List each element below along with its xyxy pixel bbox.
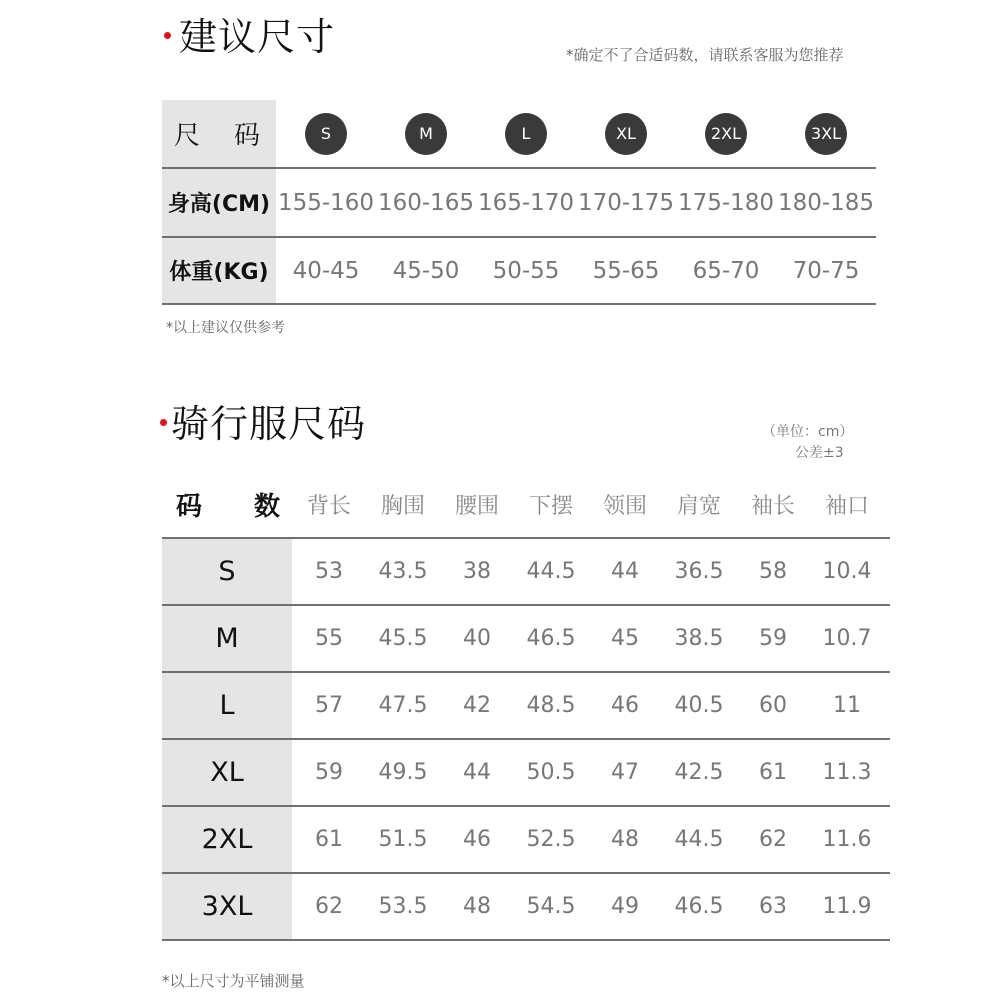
table-cell: 49 (611, 894, 639, 919)
table-cell: 49.5 (378, 760, 428, 785)
height-label: 身高(CM) (162, 169, 276, 236)
table-cell: 46 (611, 693, 639, 718)
table-cell: 45 (611, 626, 639, 651)
note-reference-only: *以上建议仅供参考 (166, 320, 285, 336)
weight-label: 体重(KG) (162, 238, 276, 303)
size-badge-cell (676, 113, 776, 155)
weight-value: 65-70 (692, 257, 760, 284)
height-value: 170-175 (577, 189, 675, 216)
size-badge-cell (576, 113, 676, 155)
table-row (162, 606, 890, 673)
table-cell: 38.5 (674, 626, 724, 651)
weight-value: 40-45 (292, 257, 360, 284)
table-cell: 11.6 (822, 827, 872, 852)
table-cell: 50.5 (526, 760, 576, 785)
section-title-recommended-size (164, 15, 336, 59)
table-cell: 61 (759, 760, 787, 785)
size-label: 2XL (162, 807, 292, 872)
table-cell: 48 (611, 827, 639, 852)
column-header: 腰围 (454, 493, 499, 519)
tolerance-label: 公差±3 (795, 445, 844, 461)
weight-row (162, 238, 876, 305)
height-value: 180-185 (777, 189, 875, 216)
size-label: S (162, 539, 292, 604)
table-cell: 46 (463, 827, 491, 852)
weight-value: 45-50 (392, 257, 460, 284)
table-cell: 57 (315, 693, 343, 718)
weight-value: 50-55 (492, 257, 560, 284)
table-cell: 53.5 (378, 894, 428, 919)
table-cell: 44.5 (674, 827, 724, 852)
size-label: M (162, 606, 292, 671)
table-cell: 62 (759, 827, 787, 852)
table-cell: 10.7 (822, 626, 872, 651)
column-header: 袖口 (824, 493, 869, 519)
table-cell: 38 (463, 559, 491, 584)
weight-value: 70-75 (792, 257, 860, 284)
size-label: 3XL (162, 874, 292, 939)
table-row (162, 539, 890, 606)
height-value: 175-180 (677, 189, 775, 216)
table-row (162, 807, 890, 874)
size-badge: M (405, 113, 447, 155)
table-cell: 40 (463, 626, 491, 651)
table-cell: 44 (611, 559, 639, 584)
size-header-char: 数 (253, 491, 280, 522)
height-value: 165-170 (477, 189, 575, 216)
table-cell: 11 (833, 693, 861, 718)
size-badge-cell (376, 113, 476, 155)
table-cell: 60 (759, 693, 787, 718)
table-cell: 11.3 (822, 760, 872, 785)
column-header: 胸围 (380, 493, 425, 519)
table-cell: 63 (759, 894, 787, 919)
size-badge: L (505, 113, 547, 155)
table-cell: 51.5 (378, 827, 428, 852)
table-cell: 42 (463, 693, 491, 718)
column-header: 领围 (602, 493, 647, 519)
size-badge-cell (776, 113, 876, 155)
table-cell: 47 (611, 760, 639, 785)
height-value: 155-160 (277, 189, 375, 216)
height-row (162, 169, 876, 238)
size-column-header (162, 486, 292, 523)
weight-value: 55-65 (592, 257, 660, 284)
table-cell: 10.4 (822, 559, 872, 584)
size-header-row (162, 100, 876, 169)
recommended-size-table (162, 100, 876, 305)
table-cell: 11.9 (822, 894, 872, 919)
section-title-cycling-jersey-size (160, 402, 367, 446)
unit-label: （单位：cm） (762, 424, 854, 440)
note-flat-measurement: *以上尺寸为平铺测量 (162, 972, 305, 990)
column-header: 下摆 (528, 493, 573, 519)
height-value: 160-165 (377, 189, 475, 216)
table-cell: 55 (315, 626, 343, 651)
table-row (162, 740, 890, 807)
bullet-dot-icon (160, 419, 167, 426)
table-cell: 44.5 (526, 559, 576, 584)
table-cell: 59 (315, 760, 343, 785)
table-cell: 52.5 (526, 827, 576, 852)
table-cell: 62 (315, 894, 343, 919)
table-cell: 46.5 (526, 626, 576, 651)
size-label: XL (162, 740, 292, 805)
table-cell: 36.5 (674, 559, 724, 584)
size-header-char: 码 (176, 491, 203, 522)
size-badge-cell (276, 113, 376, 155)
note-contact-service: *确定不了合适码数，请联系客服为您推荐 (566, 46, 844, 64)
table-cell: 48.5 (526, 693, 576, 718)
table-cell: 53 (315, 559, 343, 584)
size-badge: S (305, 113, 347, 155)
size-badge: 3XL (805, 113, 847, 155)
table-cell: 48 (463, 894, 491, 919)
column-header: 袖长 (750, 493, 795, 519)
size-header-label: 尺 码 (162, 100, 276, 167)
size-badge: 2XL (705, 113, 747, 155)
size-badge: XL (605, 113, 647, 155)
table-cell: 59 (759, 626, 787, 651)
size-label: L (162, 673, 292, 738)
table-cell: 46.5 (674, 894, 724, 919)
table-cell: 47.5 (378, 693, 428, 718)
size-badge-cell (476, 113, 576, 155)
table-cell: 44 (463, 760, 491, 785)
table-cell: 61 (315, 827, 343, 852)
table-cell: 54.5 (526, 894, 576, 919)
table-cell: 40.5 (674, 693, 724, 718)
table-row (162, 874, 890, 941)
bullet-dot-icon (164, 32, 171, 39)
section-title-text: 骑行服尺码 (171, 402, 367, 446)
table-cell: 45.5 (378, 626, 428, 651)
table-cell: 42.5 (674, 760, 724, 785)
jersey-size-header-row (162, 480, 890, 528)
column-header: 肩宽 (676, 493, 721, 519)
table-cell: 58 (759, 559, 787, 584)
table-cell: 43.5 (378, 559, 428, 584)
section-title-text: 建议尺寸 (179, 15, 336, 59)
jersey-size-table (162, 537, 890, 941)
column-header: 背长 (306, 493, 351, 519)
table-row (162, 673, 890, 740)
